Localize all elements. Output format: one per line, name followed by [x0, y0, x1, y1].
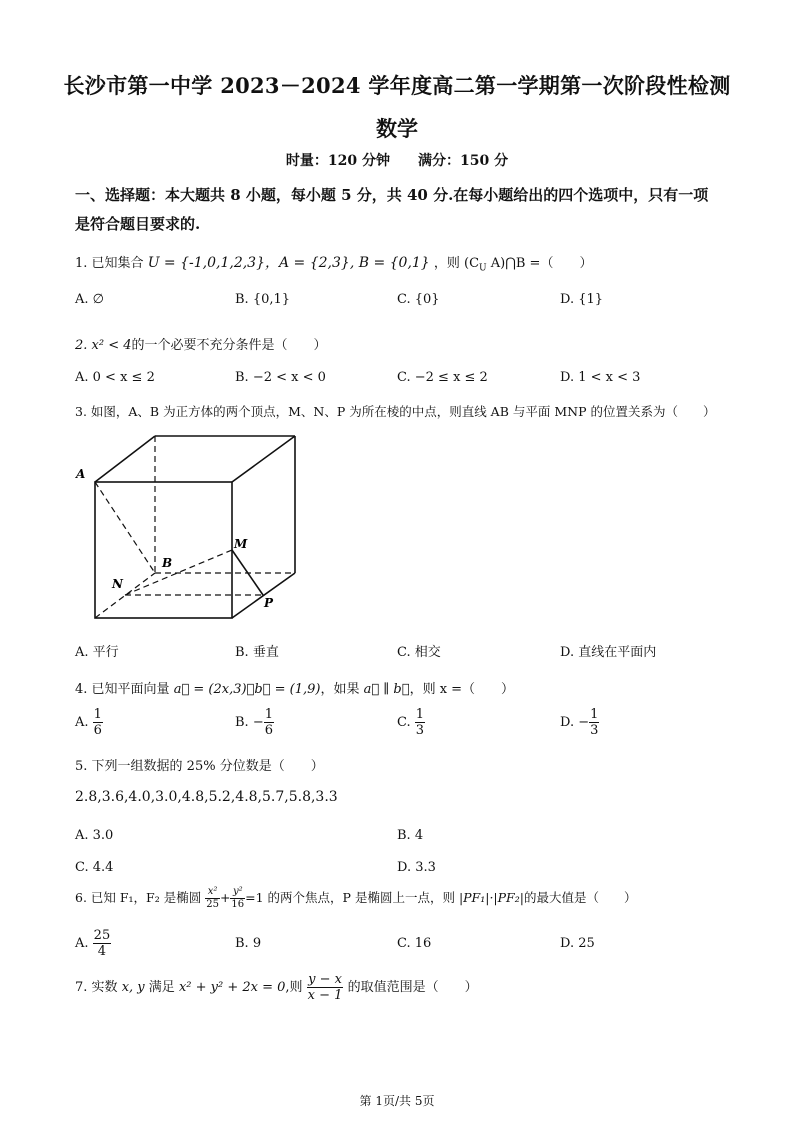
- question-1-option-a: A. ∅: [75, 292, 104, 307]
- question-2-option-c: C. −2 ≤ x ≤ 2: [397, 370, 488, 385]
- question-4-option-c: C. $\frac{1}{3}$: [397, 707, 425, 738]
- question-5-option-c: C. 4.4: [75, 860, 114, 875]
- question-7-stem: 7. 实数 x, y 满足 x² + y² + 2x = 0,则 $\frac{y - x}{x - 1}$ 的取值范围是（ ）: [75, 972, 478, 1003]
- question-3-option-b: B. 垂直: [235, 645, 279, 660]
- label-p: P: [264, 596, 274, 610]
- question-2-option-d: D. 1 < x < 3: [560, 370, 641, 385]
- question-1-option-b: B. {0,1}: [235, 292, 291, 307]
- question-3-option-a: A. 平行: [75, 645, 119, 660]
- cube-edge: [95, 436, 155, 482]
- question-4-stem: 4. 已知平面向量 a⃗ = (2x,3)，b⃗ = (1,9)，如果 a⃗ ∥ b⃗，则 x =（ ）: [75, 682, 515, 697]
- question-2-option-b: B. −2 < x < 0: [235, 370, 326, 385]
- label-b: B: [162, 556, 173, 570]
- question-4-option-b: B. − $\frac{1}{6}$: [235, 707, 274, 738]
- question-4-option-d: D. − $\frac{1}{3}$: [560, 707, 599, 738]
- question-1-option-d: D. {1}: [560, 292, 604, 307]
- question-5-option-b: B. 4: [397, 828, 424, 843]
- exam-title: 长沙市第一中学 2023－2024 学年度高二第一学期第一次阶段性检测: [63, 73, 731, 98]
- question-1-stem: 1. 已知集合 U = {-1,0,1,2,3}，A = {2,3}, B = {0,1} ，则 ($C_U$ A)⋂B =（ ）: [75, 255, 593, 274]
- question-3-option-d: D. 直线在平面内: [560, 645, 657, 660]
- exam-info: 时量：120 分钟 满分：150 分: [285, 153, 509, 169]
- label-m: M: [234, 537, 248, 551]
- question-5-stem: 5. 下列一组数据的 25% 分位数是（ ）: [75, 759, 324, 774]
- label-n: N: [112, 577, 123, 591]
- cube-front-face: [95, 482, 232, 618]
- question-7-fraction: $\frac{y - x}{x - 1}$: [307, 972, 343, 1003]
- question-3-stem: 3. 如图，A、B 为正方体的两个顶点，M、N、P 为所在棱的中点，则直线 AB 与平面 MNP 的位置关系为（ ）: [75, 404, 716, 419]
- cube-figure: [70, 430, 310, 630]
- question-5-option-a: A. 3.0: [75, 828, 114, 843]
- question-6-stem: 6. 已知 F₁，F₂ 是椭圆 $\frac{\text{x²}}{25}$ + $\frac{\text{y²}}{16}$ =1 的两个焦点，P 是椭圆上一点，则 |PF₁|·|PF₂|的最大值是（ ）: [75, 886, 637, 910]
- line-ab: [95, 482, 155, 573]
- page-footer: 第 1页/共 5页: [359, 1094, 435, 1108]
- question-3-option-c: C. 相交: [397, 645, 441, 660]
- question-6-option-b: B. 9: [235, 936, 262, 951]
- question-6-option-c: C. 16: [397, 936, 432, 951]
- question-2-stem: 2. x² < 4的一个必要不充分条件是（ ）: [75, 338, 327, 353]
- question-1-option-c: C. {0}: [397, 292, 440, 307]
- question-4-option-a: A. $\frac{1}{6}$: [75, 707, 102, 738]
- section-heading-line1: 一、选择题：本大题共 8 小题，每小题 5 分，共 40 分.在每小题给出的四个选项中，只有一项: [75, 186, 709, 204]
- question-6-option-a: A. $\frac{25}{4}$: [75, 928, 111, 959]
- cube-edge: [232, 436, 295, 482]
- question-6-option-d: D. 25: [560, 936, 595, 951]
- question-5-option-d: D. 3.3: [397, 860, 436, 875]
- question-2-option-a: A. 0 < x ≤ 2: [75, 370, 155, 385]
- subject-title: 数学: [376, 116, 418, 141]
- question-5-data: 2.8,3.6,4.0,3.0,4.8,5.2,4.8,5.7,5.8,3.3: [75, 789, 338, 805]
- ellipse-x-term: $\frac{\text{x²}}{25}$: [206, 886, 219, 910]
- label-a: A: [76, 467, 86, 481]
- ellipse-y-term: $\frac{\text{y²}}{16}$: [231, 886, 245, 910]
- section-heading-line2: 是符合题目要求的.: [75, 215, 201, 233]
